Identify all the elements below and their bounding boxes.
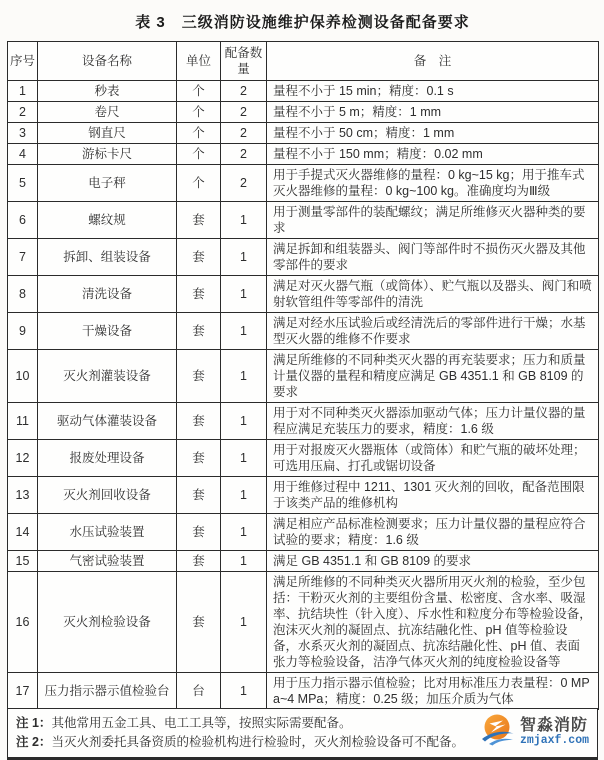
equipment-unit: 个 [177,102,221,123]
header-equipment: 设备名称 [38,42,177,81]
note-2-text: 当灭火剂委托具备资质的检验机构进行检验时，灭火剂检验设备可不配备。 [51,734,464,749]
notes-text [16,714,480,752]
equipment-unit: 套 [177,239,221,276]
table-row [8,551,599,572]
equipment-unit: 个 [177,144,221,165]
equipment-name: 报废处理设备 [38,440,177,477]
equipment-unit: 套 [177,440,221,477]
equipment-remark: 用于对报废灭火器瓶体（或筒体）和贮气瓶的破坏处理；可选用压扁、打孔或锯切设备 [267,440,599,477]
equipment-remark: 量程不小于 150 mm；精度：0.02 mm [267,144,599,165]
table-row [8,673,599,710]
equipment-unit: 套 [177,202,221,239]
equipment-name: 灭火剂检验设备 [38,572,177,673]
table-header-row [8,42,599,81]
equipment-quantity: 1 [221,477,267,514]
equipment-remark: 满足所维修的不同种类灭火器的再充装要求；压力和质量计量仪器的量程和精度应满足 GB 4351.1 和 GB 8109 的要求 [267,350,599,403]
equipment-remark: 满足对经水压试验后或经清洗后的零部件进行干燥；水基型灭火器的维修不作要求 [267,313,599,350]
equipment-name: 气密试验装置 [38,551,177,572]
equipment-remark: 用于压力指示器示值检验；比对用标准压力表量程：0 MPa~4 MPa；精度：0.25 级；加压介质为气体 [267,673,599,710]
note-1-text: 其他常用五金工具、电工工具等，按照实际需要配备。 [51,715,352,730]
equipment-quantity: 2 [221,102,267,123]
equipment-remark: 量程不小于 15 min；精度：0.1 s [267,81,599,102]
brand-logo-icon [480,713,516,752]
equipment-quantity: 1 [221,514,267,551]
row-index: 16 [8,572,38,673]
table-row [8,123,599,144]
equipment-quantity: 1 [221,673,267,710]
equipment-quantity: 1 [221,403,267,440]
table-row [8,276,599,313]
equipment-unit: 套 [177,477,221,514]
equipment-quantity: 1 [221,551,267,572]
row-index: 8 [8,276,38,313]
note-1-label: 注 1： [16,715,52,730]
equipment-table-body [8,81,599,710]
equipment-remark: 用于手提式灭火器维修的量程：0 kg~15 kg；用于推车式灭火器维修的量程：0 kg~100 kg。准确度均为Ⅲ级 [267,165,599,202]
row-index: 10 [8,350,38,403]
equipment-quantity: 2 [221,81,267,102]
equipment-unit: 套 [177,403,221,440]
row-index: 15 [8,551,38,572]
equipment-name: 电子秤 [38,165,177,202]
table-row [8,572,599,673]
equipment-name: 压力指示器示值检验台 [38,673,177,710]
equipment-unit: 套 [177,350,221,403]
table-row [8,350,599,403]
row-index: 2 [8,102,38,123]
equipment-name: 螺纹规 [38,202,177,239]
table-row [8,202,599,239]
equipment-unit: 套 [177,276,221,313]
equipment-unit: 个 [177,165,221,202]
header-remark: 备 注 [267,42,599,81]
equipment-name: 水压试验装置 [38,514,177,551]
equipment-remark: 满足所维修的不同种类灭火器所用灭火剂的检验，至少包括：干粉灭火剂的主要组份含量、松密度、含水率、吸湿率、抗结块性（针入度）、斥水性和粒度分布等检验设备，泡沫灭火剂的凝固点、抗冻结融化性、pH 值等检验设备，水系灭火剂的凝固点、抗冻结融化性、pH 值、表面张力等检验设备，洁净气体灭火剂的纯度检验设备等 [267,572,599,673]
equipment-remark: 满足 GB 4351.1 和 GB 8109 的要求 [267,551,599,572]
equipment-name: 灭火剂回收设备 [38,477,177,514]
equipment-quantity: 1 [221,572,267,673]
table-row [8,477,599,514]
table-row [8,403,599,440]
equipment-unit: 套 [177,551,221,572]
equipment-remark: 用于对不同种类灭火器添加驱动气体；压力计量仪器的量程应满足充装压力的要求，精度：1.6 级 [267,403,599,440]
equipment-name: 秒表 [38,81,177,102]
equipment-quantity: 1 [221,202,267,239]
equipment-table [7,41,599,710]
equipment-quantity: 2 [221,144,267,165]
notes-box [7,708,598,760]
table-row [8,514,599,551]
equipment-quantity: 1 [221,350,267,403]
table-row [8,81,599,102]
equipment-quantity: 2 [221,165,267,202]
brand-domain: zmjaxf.com [519,734,589,748]
equipment-name: 清洗设备 [38,276,177,313]
equipment-unit: 套 [177,514,221,551]
row-index: 7 [8,239,38,276]
table-row [8,313,599,350]
equipment-quantity: 1 [221,440,267,477]
equipment-name: 钢直尺 [38,123,177,144]
table-row [8,440,599,477]
table-row [8,239,599,276]
equipment-unit: 套 [177,313,221,350]
equipment-quantity: 1 [221,276,267,313]
equipment-name: 游标卡尺 [38,144,177,165]
row-index: 6 [8,202,38,239]
page-title: 表 3 三级消防设施维护保养检测设备配备要求 [135,14,470,31]
equipment-remark: 满足拆卸和组装器头、阀门等部件时不损伤灭火器及其他零部件的要求 [267,239,599,276]
row-index: 14 [8,514,38,551]
row-index: 11 [8,403,38,440]
equipment-name: 灭火剂灌装设备 [38,350,177,403]
equipment-remark: 用于维修过程中 1211、1301 灭火剂的回收，配备范围限于该类产品的维修机构 [267,477,599,514]
equipment-quantity: 1 [221,313,267,350]
equipment-name: 拆卸、组装设备 [38,239,177,276]
equipment-remark: 满足对灭火器气瓶（或筒体）、贮气瓶以及器头、阀门和喷射软管组件等零部件的清洗 [267,276,599,313]
table-row [8,144,599,165]
brand-logo [480,713,591,752]
note-1 [16,714,480,733]
table-row [8,165,599,202]
equipment-quantity: 1 [221,239,267,276]
equipment-remark: 用于测量零部件的装配螺纹；满足所维修灭火器种类的要求 [267,202,599,239]
equipment-unit: 个 [177,123,221,144]
equipment-remark: 满足相应产品标准检测要求；压力计量仪器的量程应符合试验的要求；精度：1.6 级 [267,514,599,551]
equipment-name: 驱动气体灌装设备 [38,403,177,440]
table-row [8,102,599,123]
brand-name: 智淼消防 [519,717,588,735]
equipment-unit: 台 [177,673,221,710]
header-quantity: 配备数量 [221,42,267,81]
row-index: 1 [8,81,38,102]
row-index: 13 [8,477,38,514]
row-index: 4 [8,144,38,165]
row-index: 17 [8,673,38,710]
header-index: 序号 [8,42,38,81]
equipment-remark: 量程不小于 5 m；精度：1 mm [267,102,599,123]
equipment-name: 卷尺 [38,102,177,123]
brand-text-block [520,718,589,747]
note-2-label: 注 2： [16,734,52,749]
row-index: 12 [8,440,38,477]
row-index: 5 [8,165,38,202]
note-2 [16,733,480,752]
row-index: 9 [8,313,38,350]
equipment-unit: 个 [177,81,221,102]
equipment-unit: 套 [177,572,221,673]
equipment-remark: 量程不小于 50 cm；精度：1 mm [267,123,599,144]
equipment-quantity: 2 [221,123,267,144]
row-index: 3 [8,123,38,144]
equipment-name: 干燥设备 [38,313,177,350]
header-unit: 单位 [177,42,221,81]
